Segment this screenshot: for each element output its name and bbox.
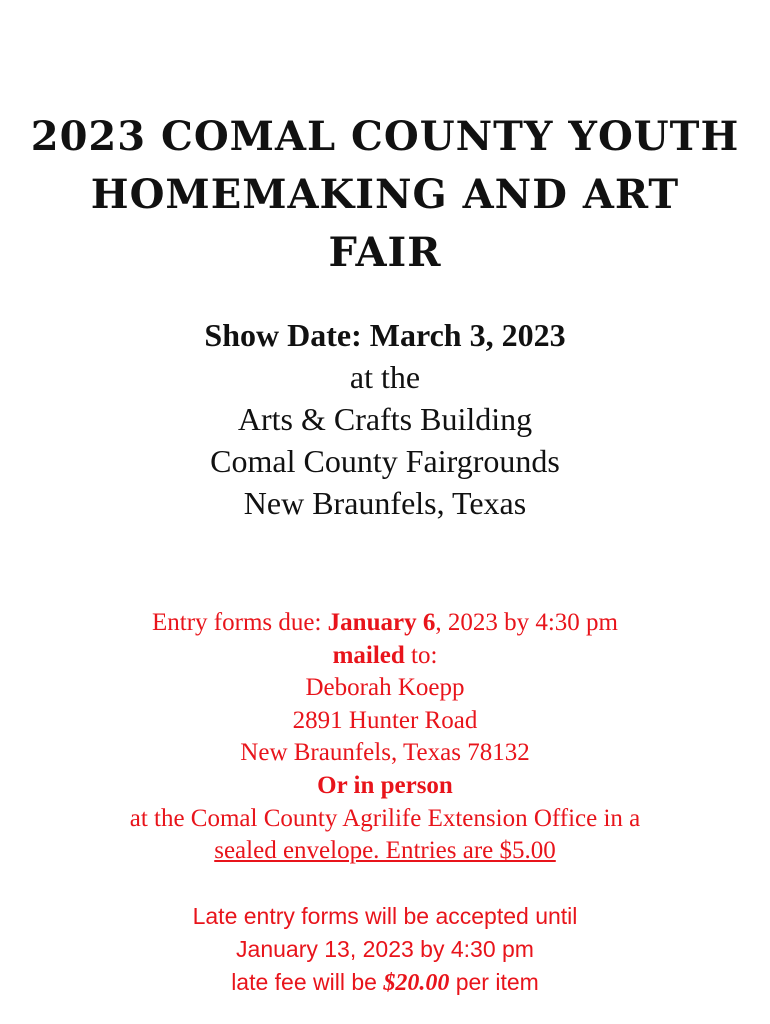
sealed-envelope-text: sealed envelope. Entries are $5.00 [214,837,556,865]
entry-mailed: mailed [332,641,405,669]
entry-mailed-line [0,640,770,673]
mail-recipient-name: Deborah Koepp [305,674,465,702]
entry-due-suffix: , 2023 by 4:30 pm [435,609,618,636]
mail-city-zip: New Braunfels, Texas 78132 [240,739,530,767]
late-fee-amount: $20.00 [383,970,450,996]
venue-grounds: Comal County Fairgrounds [210,443,560,479]
entry-instructions [0,607,770,868]
entry-due-line [0,607,770,640]
late-line-2: January 13, 2023 by 4:30 pm [236,936,534,962]
fair-title [0,108,770,282]
late-entry-block [0,900,770,1000]
venue-at-the: at the [349,359,421,395]
title-line-3: FAIR [328,229,442,276]
title-line-2: HOMEMAKING AND ART [90,171,680,218]
late-fee-prefix: late fee will be [231,969,384,995]
late-fee-line [0,966,770,1000]
venue-building: Arts & Crafts Building [237,401,533,437]
sealed-envelope-fee [0,835,770,868]
extension-office: at the Comal County Agrilife Extension Office in a [129,804,641,832]
mail-street: 2891 Hunter Road [292,706,478,734]
title-line-1: 2023 COMAL COUNTY YOUTH [30,113,740,160]
late-fee-suffix: per item [449,969,539,995]
late-line-1: Late entry forms will be accepted until [192,903,578,929]
or-in-person [0,770,770,803]
entry-due-prefix: Entry forms due: [152,609,328,636]
venue-block [0,314,770,524]
entry-due-date: January 6 [327,609,436,636]
show-date: Show Date: March 3, 2023 [204,317,566,353]
venue-city: New Braunfels, Texas [243,485,527,521]
or-in-person-label: Or in person [317,771,453,799]
entry-mailed-to: to: [404,641,438,669]
